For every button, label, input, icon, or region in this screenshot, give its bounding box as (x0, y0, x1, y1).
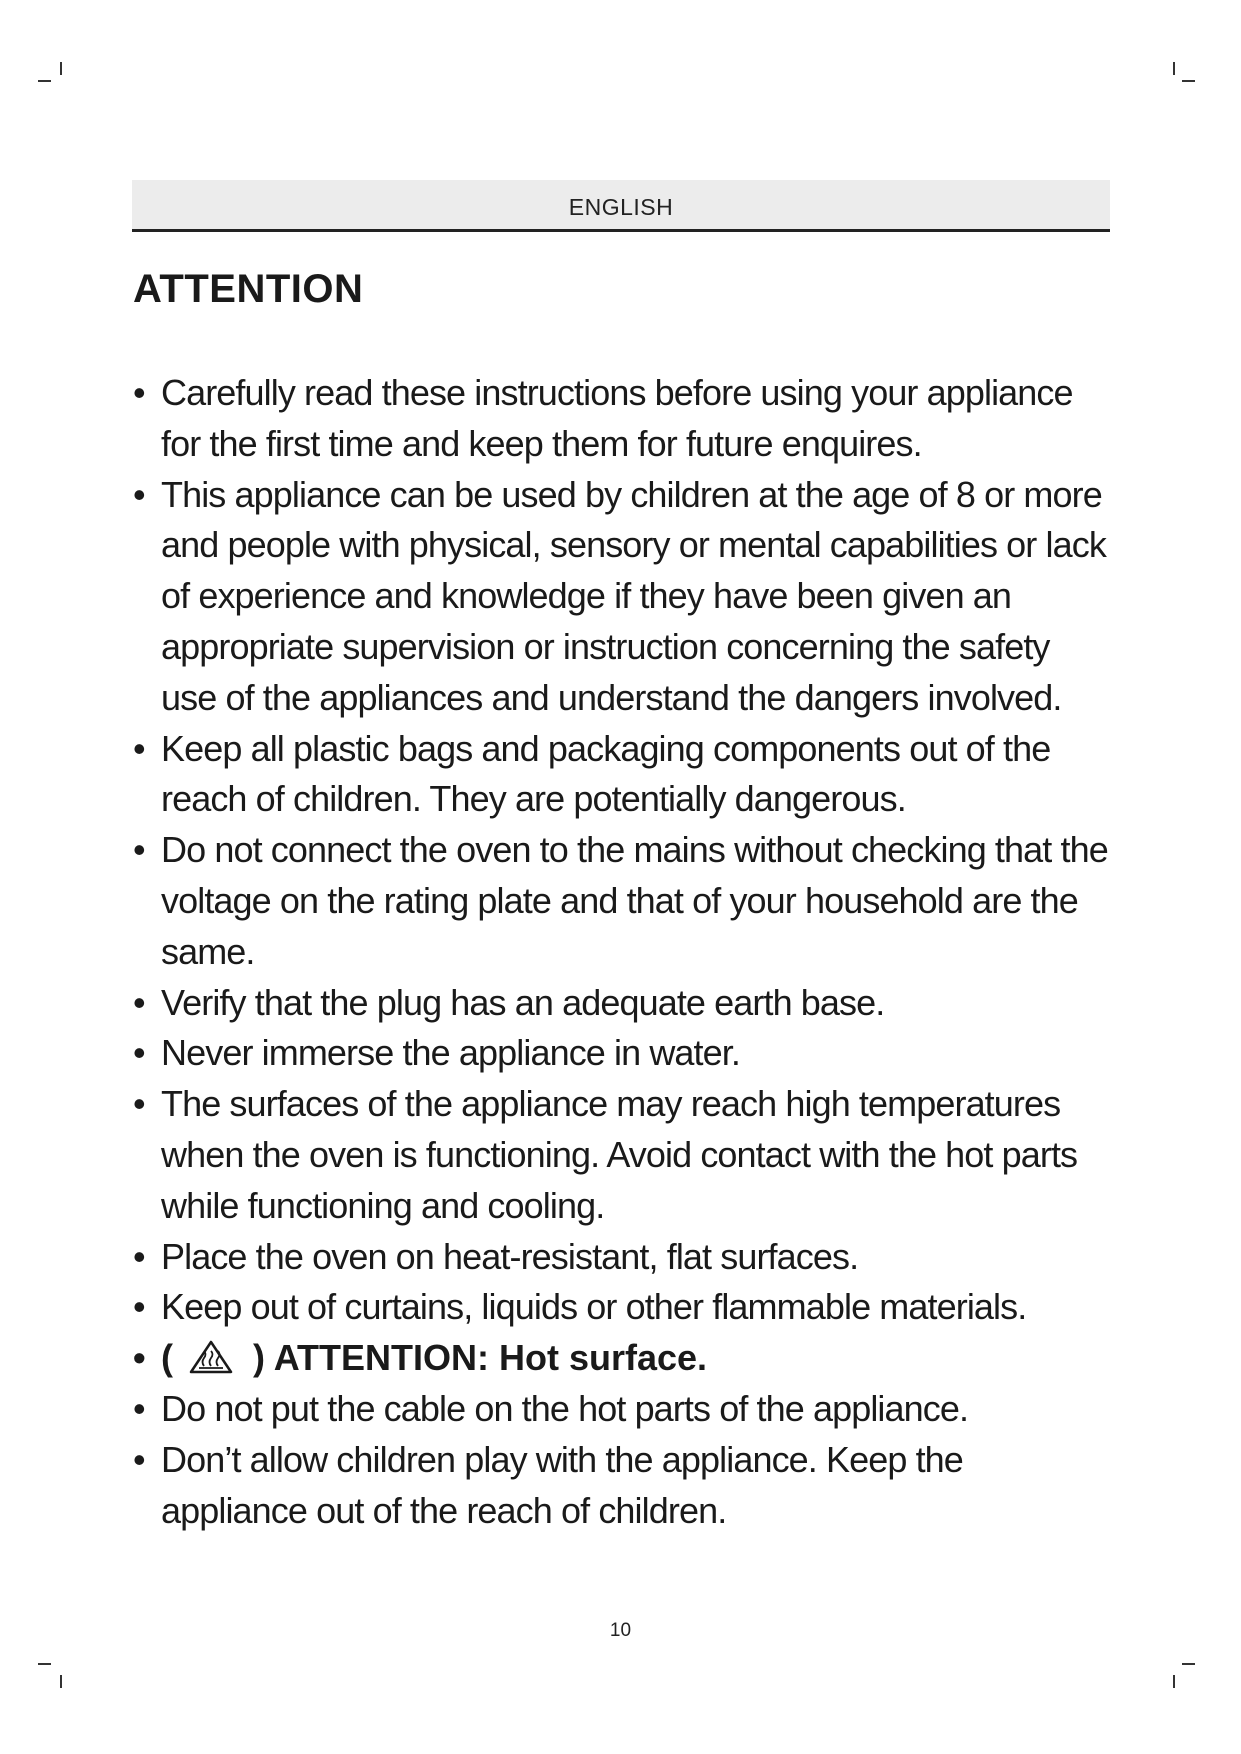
safety-instructions-list (133, 368, 1113, 1536)
list-item: • Carefully read these instructions before using your appliance for the first time and keep them for future enquires. (133, 368, 1113, 470)
hot-surface-text: ATTENTION: Hot surface. (273, 1337, 708, 1379)
paren-close: ) (253, 1337, 266, 1379)
list-item: • The surfaces of the appliance may reach high temperatures when the oven is functioning. Avoid contact with the hot parts while functioning and cooling. (133, 1079, 1113, 1231)
list-item: • Keep all plastic bags and packaging components out of the reach of children. They are potentially dangerous. (133, 724, 1113, 826)
crop-mark (1182, 1663, 1195, 1665)
crop-mark (1173, 62, 1175, 75)
list-item: • Keep out of curtains, liquids or other flammable materials. (133, 1282, 1113, 1333)
language-header (132, 180, 1110, 232)
list-item: • Don’t allow children play with the appliance. Keep the appliance out of the reach of children. (133, 1435, 1113, 1537)
paren-open: ( (161, 1337, 173, 1379)
crop-mark (1182, 80, 1195, 82)
list-item: • Do not connect the oven to the mains without checking that the voltage on the rating plate and that of your household are the same. (133, 825, 1113, 977)
crop-mark (38, 1663, 51, 1665)
list-item: • Place the oven on heat-resistant, flat surfaces. (133, 1232, 1113, 1283)
crop-mark (60, 62, 62, 75)
hot-surface-warning-item (133, 1333, 1113, 1384)
crop-mark (38, 80, 51, 82)
page-number: 10 (609, 1620, 632, 1641)
list-item: • Never immerse the appliance in water. (133, 1028, 1113, 1079)
hot-surface-warning-icon (189, 1340, 233, 1374)
language-label: ENGLISH (568, 194, 674, 220)
page-title: ATTENTION (133, 267, 364, 311)
list-item: • Do not put the cable on the hot parts of the appliance. (133, 1384, 1113, 1435)
list-item: • This appliance can be used by children at the age of 8 or more and people with physical, sensory or mental capabilities or lack of experience and knowledge if they have been given an appropriate supervision or instruction concerning the safety use of the appliances and understand the dangers involved. (133, 470, 1113, 724)
list-item: • Verify that the plug has an adequate earth base. (133, 978, 1113, 1029)
crop-mark (60, 1675, 62, 1688)
crop-mark (1173, 1675, 1175, 1688)
